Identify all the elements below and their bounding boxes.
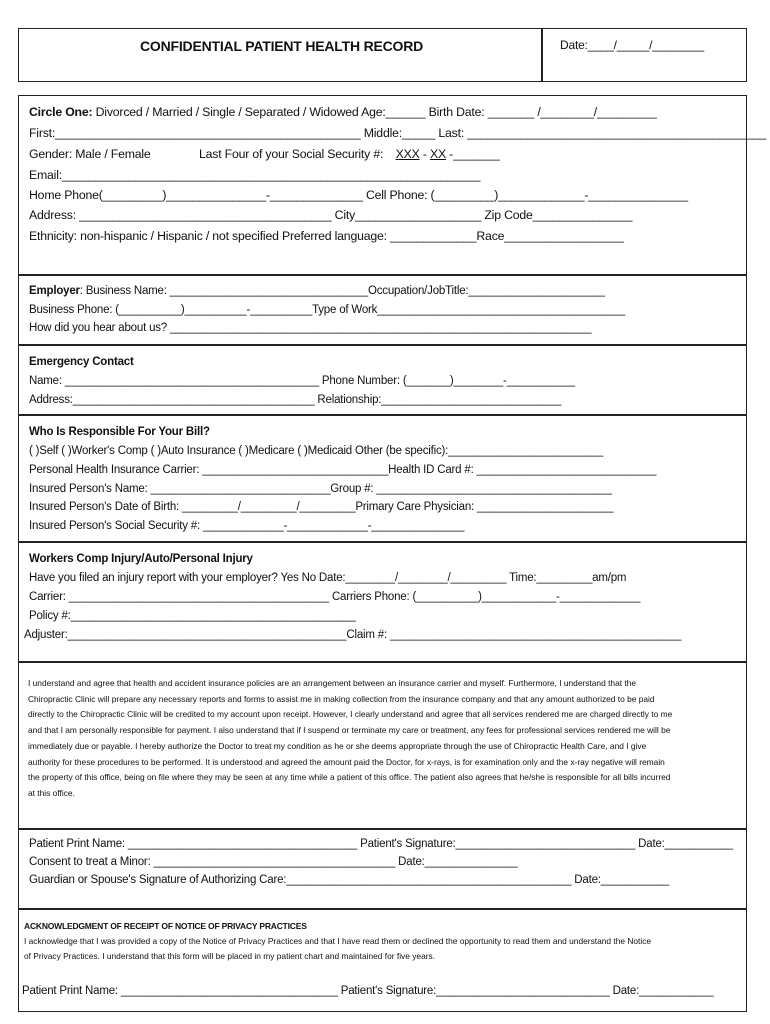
agreement-line: Chiropractic Clinic will prepare any necessary reports and forms to assist me in making collection from the insurance company and that any amount authorized to be paid — [28, 693, 655, 704]
workers-comp-heading: Workers Comp Injury/Auto/Personal Injury — [29, 553, 253, 565]
minor-consent-date[interactable]: Consent to treat a Minor: _______________________________________ Date:_______________ — [29, 856, 518, 868]
carrier-phone[interactable]: Carrier: __________________________________________ Carriers Phone: (__________)____________-_____________ — [29, 591, 641, 603]
agreement-line: directly to the Chiropractic Clinic will be credited to my account upon receipt. However, I clearly understand and agree that all services rendered me are charged directly to me — [28, 709, 673, 720]
patient-line-3 — [29, 147, 500, 161]
form-title: CONFIDENTIAL PATIENT HEALTH RECORD — [140, 38, 424, 54]
patient-info-section — [18, 95, 747, 275]
circle-one-label: Circle One: — [29, 105, 93, 119]
patient-line-1 — [29, 105, 657, 119]
referral-source[interactable]: How did you hear about us? ____________________________________________________________________ — [29, 322, 592, 334]
ssn-part2: XX — [429, 147, 446, 161]
guardian-signature-date[interactable]: Guardian or Spouse's Signature of Authorizing Care:______________________________________________ Date:___________ — [29, 874, 669, 886]
agreement-line: I understand and agree that health and accident insurance policies are an arrangement between an insurance carrier and myself. Furthermore, I understand that the — [28, 678, 637, 688]
privacy-text-line: I acknowledge that I was provided a copy of the Notice of Privacy Practices and that I have read them or declined the opportunity to read them and understand the Notice — [24, 936, 652, 946]
header-date-field[interactable]: Date:____/_____/________ — [560, 38, 705, 52]
adjuster-claim[interactable]: Adjuster:_____________________________________________Claim #: _______________________________________________ — [24, 629, 682, 641]
insured-ssn[interactable]: Insured Person's Social Security #: _____________-_____________-_______________ — [29, 520, 465, 532]
agreement-line: immediately due or payable. I hereby authorize the Doctor to treat my condition as he or she deems appropriate through the use of Chiropractic Health Care, and I give — [28, 740, 647, 751]
privacy-text-line: of Privacy Practices. I understand that this form will be placed in my patient chart and maintained for five years. — [24, 951, 436, 961]
header-title-box — [18, 28, 543, 82]
privacy-signature-line[interactable]: Patient Print Name: ___________________________________ Patient's Signature:____________________________ Date:____________ — [22, 985, 714, 997]
emergency-name-phone[interactable]: Name: _________________________________________ Phone Number: (_______)________-___________ — [29, 375, 575, 387]
agreement-line: at this office. — [28, 787, 75, 798]
ssn-sep: - — [419, 147, 430, 161]
insured-dob-physician[interactable]: Insured Person's Date of Birth: _________/_________/_________Primary Care Physician: ______________________ — [29, 501, 614, 513]
policy-number[interactable]: Policy #:______________________________________________ — [29, 610, 356, 622]
email-field[interactable]: Email:_______________________________________________________________ — [29, 168, 481, 182]
patient-print-signature-date[interactable]: Patient Print Name: _____________________________________ Patient's Signature:_____________________________ Date:___________ — [29, 838, 733, 850]
header-date-box — [541, 28, 747, 82]
insured-name-group[interactable]: Insured Person's Name: _____________________________Group #: ______________________________________ — [29, 483, 612, 495]
marital-age-birthdate[interactable]: Divorced / Married / Single / Separated / Widowed Age:______ Birth Date: _______ /________/_________ — [95, 105, 657, 119]
agreement-line: authority for these procedures to be performed. It is understood and agreed the amount paid the Doctor, for x-rays, is for examination only and the x-ray negative will remain — [28, 756, 665, 767]
business-phone-work-type[interactable]: Business Phone: (__________)__________-__________Type of Work________________________________________ — [29, 304, 626, 316]
emergency-address-relationship[interactable]: Address:_______________________________________ Relationship:_____________________________ — [29, 394, 561, 406]
agreement-line: and that I am personally responsible for payment. I also understand that if I suspend or terminate my care or treatment, any fees for professional services rendered me will be — [28, 725, 671, 736]
privacy-heading: ACKNOWLEDGMENT OF RECEIPT OF NOTICE OF PRIVACY PRACTICES — [24, 921, 307, 931]
agreement-line: the property of this office, being on file where they may be seen at any time while a patient of this office. The patient also agrees that he/she is responsible for all bills incurred — [28, 772, 671, 783]
ssn-part1: XXX — [395, 147, 420, 161]
agreement-text — [28, 676, 750, 802]
payer-options[interactable]: ( )Self ( )Worker's Comp ( )Auto Insurance ( )Medicare ( )Medicaid Other (be specific):_________________________ — [29, 445, 604, 457]
ssn-label: Last Four of your Social Security #: — [199, 147, 384, 161]
phone-fields[interactable]: Home Phone(_________)_______________-______________ Cell Phone: (_________)_____________-_______________ — [29, 188, 688, 202]
employer-label: Employer — [29, 285, 80, 297]
privacy-text — [24, 934, 754, 964]
billing-heading: Who Is Responsible For Your Bill? — [29, 426, 210, 438]
address-fields[interactable]: Address: ______________________________________ City___________________ Zip Code_______________ — [29, 208, 633, 222]
name-fields[interactable]: First:______________________________________________ Middle:_____ Last: _____________________________________________ — [29, 126, 767, 140]
injury-report-date-time[interactable]: Have you filed an injury report with your employer? Yes No Date:________/________/_________ Time:_________am/pm — [29, 572, 627, 584]
emergency-heading: Emergency Contact — [29, 356, 134, 368]
ssn-last-four-input[interactable]: -_______ — [445, 147, 500, 161]
employer-line-1 — [29, 285, 605, 297]
business-name-occupation[interactable]: : Business Name: ________________________________Occupation/JobTitle:______________________ — [79, 285, 605, 297]
gender-field[interactable]: Gender: Male / Female — [29, 147, 151, 161]
ethnicity-language-race[interactable]: Ethnicity: non-hispanic / Hispanic / not specified Preferred language: _____________Race__________________ — [29, 229, 624, 243]
insurance-carrier-id[interactable]: Personal Health Insurance Carrier: ______________________________Health ID Card #: _____________________________ — [29, 464, 657, 476]
